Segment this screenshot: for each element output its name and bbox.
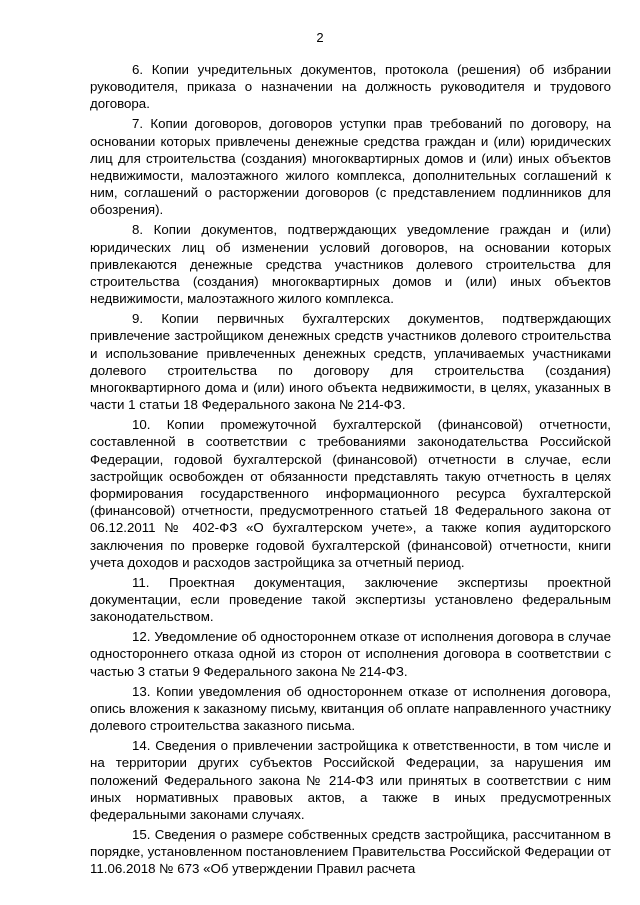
list-item: 11. Проектная документация, заключение экспертизы проектной документации, если проведение такой экспертизы установлено федеральным законодательством.	[90, 574, 611, 625]
list-item: 7. Копии договоров, договоров уступки прав требований по договору, на основании которых привлечены денежные средства граждан и (или) юридических лиц для строительства (создания) многоквартирных домов и (или) иных объектов недвижимости, малоэтажного жилого комплекса, дополнительных соглашений к ним, соглашений о расторжении договоров (с представлением подлинников для обозрения).	[90, 116, 611, 218]
list-item: 15. Сведения о размере собственных средств застройщика, рассчитанном в порядке, установленном постановлением Правительства Российской Федерации от 11.06.2018 № 673 «Об утверждении Правил расчета	[90, 826, 611, 877]
list-item: 13. Копии уведомления об одностороннем отказе от исполнения договора, опись вложения к заказному письму, квитанция об оплате направленного участнику долевого строительства заказного письма.	[90, 683, 611, 734]
page-number: 2	[316, 30, 324, 45]
list-item: 14. Сведения о привлечении застройщика к ответственности, в том числе и на территории других субъектов Российской Федерации, за нарушения им положений Федерального закона № 214-ФЗ или принятых в соответствии с ним иных нормативных правовых актов, а также в иных предусмотренных федеральными законами случаях.	[90, 738, 611, 822]
list-item: 12. Уведомление об одностороннем отказе от исполнения договора в случае одностороннего отказа одной из сторон от исполнения договора в соответствии с частью 3 статьи 9 Федерального закона № 214-ФЗ.	[90, 629, 611, 679]
list-item: 10. Копии промежуточной бухгалтерской (финансовой) отчетности, составленной в соответствии с требованиями законодательства Российской Федерации, годовой бухгалтерской (финансовой) отчетности в случае, если застройщик освобожден от обязанности представлять такую отчетность в целях формирования государственного информационного ресурса бухгалтерской (финансовой) отчетности, предусмотренного статьей 18 Федерального закона от 06.12.2011 № 402-ФЗ «О бухгалтерском учете», а также копия аудиторского заключения по проверке годовой бухгалтерской (финансовой) отчетности, книги учета доходов и расходов застройщика за отчетный период.	[90, 417, 611, 570]
document-body	[90, 61, 611, 880]
list-item: 8. Копии документов, подтверждающих уведомление граждан и (или) юридических лиц об изменении условий договоров, на основании которых привлекаются денежные средства участников долевого строительства для строительства (создания) многоквартирных домов и (или) иных объектов недвижимости, малоэтажного жилого комплекса.	[90, 222, 611, 307]
list-item: 6. Копии учредительных документов, протокола (решения) об избрании руководителя, приказа о назначении на должность руководителя и трудового договора.	[90, 62, 611, 112]
list-item: 9. Копии первичных бухгалтерских документов, подтверждающих привлечение застройщиком денежных средств участников долевого строительства и использование привлеченных денежных средств, уплачиваемых участниками долевого строительства по договору для строительства (создания) многоквартирного дома и (или) иного объекта недвижимости, в целях, указанных в части 1 статьи 18 Федерального закона № 214-ФЗ.	[90, 311, 611, 413]
